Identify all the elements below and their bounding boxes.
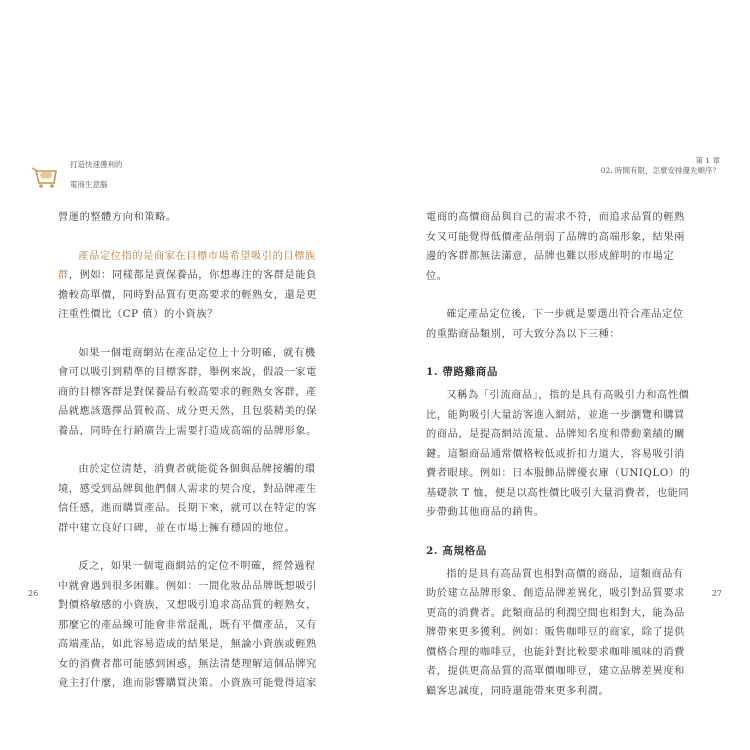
brain-cart-logo-icon [30, 161, 64, 189]
book-title-line1: 打造快速獲利的 [70, 160, 123, 169]
paragraph [58, 247, 322, 325]
paragraph: 指的是具有高品質也相對高價的商品，這類商品有助於建立品牌形象、創造品牌差異化，吸引對品質要求更高的消費者。此類商品的利潤空間也相對大，能為品牌帶來更多獲利。例如：販售咖啡豆的商家，除了提供價格合理的咖啡豆，也能針對比較要求咖啡風味的消費者，提供更高品質的高單價咖啡豆，建立品牌差異度和顧客忠誠度，同時還能帶來更多利潤。 [426, 568, 685, 697]
paragraph: 如果一個電商網站在產品定位上十分明確，就有機會可以吸引到精準的目標客群，舉例來說，假設一家電商的目標客群是對保養品有較高要求的輕熟女客群，產品就應該選擇品質較高、成分更天然，且包裝精美的保養品，同時在行銷廣告上需要打造成高端的品牌形象。 [58, 347, 317, 437]
section-premium-products [426, 542, 694, 702]
book-title [70, 150, 123, 200]
left-body-text [58, 208, 322, 713]
book-title-line2: 電商生意腦 [70, 180, 108, 189]
paragraph: 營運的整體方向和策略。 [58, 212, 177, 223]
page-number: 26 [28, 589, 39, 598]
right-page [375, 0, 750, 750]
section-traffic-products [426, 363, 694, 523]
emphasized-text: 產品定位指的是商家在目標市場希望吸引的目標族群 [58, 250, 316, 281]
section-heading: 2. 高規格品 [426, 544, 487, 557]
chapter-header [601, 156, 720, 176]
section-label: 02. 時間有限，怎麼安排優先順序？ [600, 166, 720, 175]
paragraph: 又稱為「引流商品」，指的是具有高吸引力和高性價比，能夠吸引大量訪客進入網站，並進一步瀏覽和購買的商品，是提高網站流量、品牌知名度和帶動業績的關鍵。這類商品通常價格較低或折扣力道大，容易吸引消費者眼球。例如：日本服飾品牌優衣庫（UNIQLO）的基礎款 T 恤，便是以高性價比吸引大量消費者，也能同步帶動其他商品的銷售。 [426, 390, 691, 518]
paragraph: 反之，如果一個電商網站的定位不明確，經營過程中就會遇到很多困難。例如：一間化妝品品牌既想吸引對價格敏感的小資族，又想吸引追求高品質的輕熟女，那麼它的產品線可能會非常混亂，既有平價產品，又有高端產品，如此容易造成的結果是，無論小資族或輕熟女的消費者都可能感到困惑，無法清楚理解這個品牌究竟主打什麼，進而影響購買決策。小資族可能覺得這家 [58, 561, 317, 689]
page-number: 27 [711, 589, 722, 598]
book-header [30, 150, 123, 200]
paragraph: 確定產品定位後，下一步就是要選出符合產品定位的重點商品類別，可大致分為以下三種： [426, 309, 684, 340]
paragraph: 由於定位清楚，消費者就能從各個與品牌接觸的環境，感受到品牌與他們個人需求的契合度，對品牌產生信任感，進而購買產品。長期下來，就可以在特定的客群中建立良好口碑，並在市場上擁有穩固的地位。 [58, 464, 317, 534]
chapter-label: 第 1 章 [695, 156, 720, 165]
paragraph-text: ，例如：同樣都是賣保養品，你想專注的客群是能負擔較高單價，同時對品質有更高要求的輕熟女，還是更注重性價比（CP 值）的小資族？ [58, 270, 317, 320]
section-heading: 1. 帶路雞商品 [426, 366, 498, 378]
paragraph: 電商的高價商品與自己的需求不符，而追求品質的輕熟女又可能覺得低價產品削弱了品牌的高端形象，結果兩邊的客群都無法滿意，品牌也難以形成鮮明的市場定位。 [426, 212, 685, 282]
right-body-text [426, 208, 694, 720]
